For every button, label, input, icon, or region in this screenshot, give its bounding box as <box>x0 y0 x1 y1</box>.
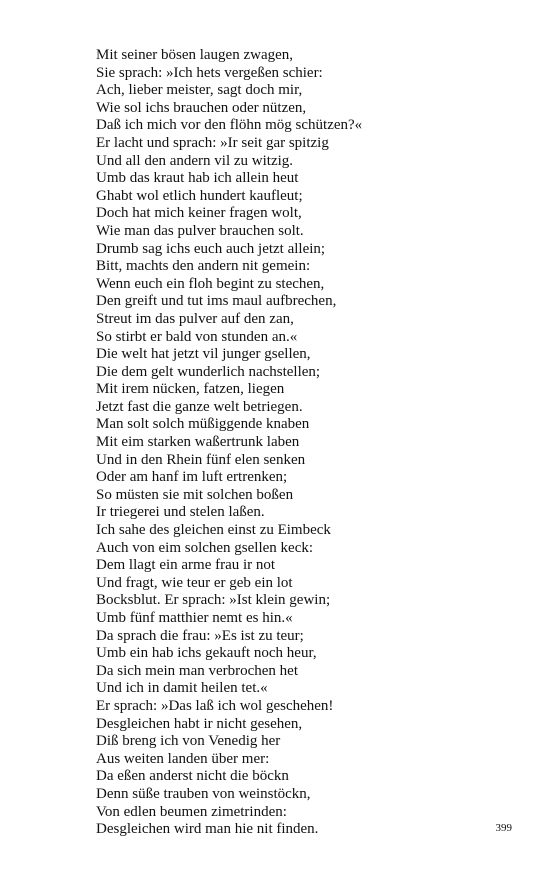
verse-line: Und ich in damit heilen tet.« <box>96 680 268 697</box>
verse-line: Dem llagt ein arme frau ir not <box>96 557 276 574</box>
verse-line: Die dem gelt wunderlich nachstellen; <box>96 363 321 380</box>
verse-line: Daß ich mich vor den flöhn mög schützen?« <box>96 117 363 134</box>
verse-line: Aus weiten landen über mer: <box>96 750 270 767</box>
verse-line: Desgleichen habt ir nicht gesehen, <box>96 715 303 732</box>
verse-line: Streut im das pulver auf den zan, <box>96 310 294 327</box>
verse-line: Er sprach: »Das laß ich wol geschehen! <box>96 697 334 714</box>
verse-line: Er lacht und sprach: »Ir seit gar spitzig <box>96 134 329 151</box>
verse-line: Ich sahe des gleichen einst zu Eimbeck <box>96 522 331 539</box>
verse-line: Von edlen beumen zimetrinden: <box>96 803 287 820</box>
poem-text <box>96 47 516 839</box>
verse-line: Bocksblut. Er sprach: »Ist klein gewin; <box>96 592 331 609</box>
verse-line: Ghabt wol etlich hundert kaufleut; <box>96 187 303 204</box>
verse-line: Umb ein hab ichs gekauft noch heur, <box>96 645 317 662</box>
verse-line: Auch von eim solchen gsellen keck: <box>96 539 314 556</box>
verse-line: So stirbt er bald von stunden an.« <box>96 328 298 345</box>
verse-line: Oder am hanf im luft ertrenken; <box>96 469 288 486</box>
verse-line: Mit irem nücken, fatzen, liegen <box>96 381 285 398</box>
verse-line: Umb fünf matthier nemt es hin.« <box>96 610 293 626</box>
verse-line: Desgleichen wird man hie nit finden. <box>96 821 319 838</box>
verse-line: Drumb sag ichs euch auch jetzt allein; <box>96 240 326 257</box>
verse-line: Die welt hat jetzt vil junger gsellen, <box>96 346 311 363</box>
verse-line: Mit seiner bösen laugen zwagen, <box>96 47 294 63</box>
verse-line: Und in den Rhein fünf elen senken <box>96 451 306 468</box>
verse-line: Jetzt fast die ganze welt betriegen. <box>96 398 303 415</box>
verse-line: Und fragt, wie teur er geb ein lot <box>96 574 293 591</box>
verse-line: Umb das kraut hab ich allein heut <box>96 170 299 187</box>
verse-line: Ach, lieber meister, sagt doch mir, <box>96 82 303 99</box>
verse-line: Doch hat mich keiner fragen wolt, <box>96 205 302 222</box>
verse-line: Denn süße trauben von weinstöckn, <box>96 785 311 802</box>
page-number: 399 <box>495 822 512 834</box>
verse-line: Und all den andern vil zu witzig. <box>96 152 294 169</box>
verse-line: Diß breng ich von Venedig her <box>96 733 281 750</box>
verse-line: Mit eim starken waßertrunk laben <box>96 434 300 451</box>
verse-line: Bitt, machts den andern nit gemein: <box>96 258 311 275</box>
verse-line: Sie sprach: »Ich hets vergeßen schier: <box>96 64 323 81</box>
verse-line: Da sprach die frau: »Es ist zu teur; <box>96 627 304 644</box>
verse-line: So müsten sie mit solchen boßen <box>96 486 294 503</box>
verse-line: Den greift und tut ims maul aufbrechen, <box>96 293 337 310</box>
verse-line: Man solt solch müßiggende knaben <box>96 416 310 433</box>
verse-line: Wenn euch ein floh begint zu stechen, <box>96 275 325 292</box>
verse-line: Da eßen anderst nicht die böckn <box>96 768 289 785</box>
verse-line: Ir triegerei und stelen laßen. <box>96 504 265 521</box>
verse-line: Da sich mein man verbrochen het <box>96 662 299 679</box>
verse-line: Wie man das pulver brauchen solt. <box>96 222 304 239</box>
verse-line: Wie sol ichs brauchen oder nützen, <box>96 99 307 116</box>
